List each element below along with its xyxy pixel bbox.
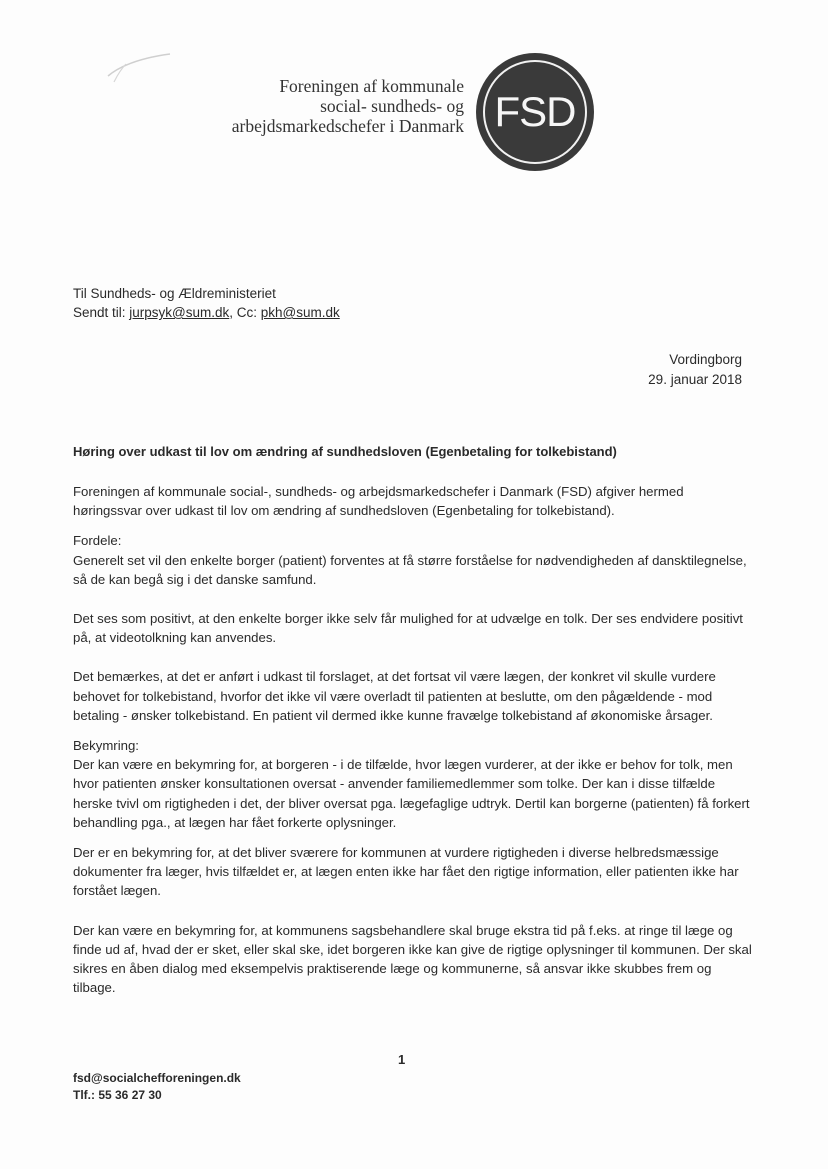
fordele-paragraph-1: Generelt set vil den enkelte borger (patient) forventes at få større forståelse for nødvendigheden af dansktilegnelse, så de kan begå sig i det danske samfund.: [73, 552, 747, 587]
intro-paragraph: Foreningen af kommunale social-, sundheds- og arbejdsmarkedschefer i Danmark (FSD) afgiver hermed høringssvar over udkast til lov om ændring af sundhedsloven (Egenbetaling for tolkebistand).: [73, 484, 684, 519]
fordele-paragraph-2: Det ses som positivt, at den enkelte borger ikke selv får mulighed for at udvælge en tolk. Der ses endvidere positivt på, at videotolkning kan anvendes.: [73, 611, 743, 646]
fordele-heading: Fordele:: [73, 533, 122, 549]
letter-body: [73, 482, 753, 997]
fordele-paragraph-3: Det bemærkes, at det er anført i udkast til forslaget, at det fortsat vil være lægen, der konkret vil skulle vurdere behovet for tolkebistand, hvorfor det ikke vil være overladt til patienten at beslutte, om den pågældende - mod betaling - ønsker tolkebistand. En patient vil dermed ikke kunne fravælge tolkebistand af økonomiske årsager.: [73, 669, 716, 723]
org-line-3: arbejdsmarkedschefer i Danmark: [231, 116, 464, 136]
footer-phone: Tlf.: 55 36 27 30: [73, 1088, 162, 1102]
org-line-1: Foreningen af kommunale: [279, 76, 464, 96]
place-date-block: [648, 350, 742, 390]
bekymring-paragraph-2: Der er en bekymring for, at det bliver sværere for kommunen at vurdere rigtigheden i diverse helbredsmæssige dokumenter fra læger, hvis tilfældet er, at lægen enten ikke har fået den rigtige information, eller patienten ikke har forstået lægen.: [73, 845, 739, 899]
org-line-2: social- sundheds- og: [320, 96, 464, 116]
sent-to-line: [73, 303, 340, 322]
footer-contact: [73, 1070, 241, 1104]
scan-smudge: [100, 46, 190, 86]
logo-ring: [483, 60, 587, 164]
place: Vordingborg: [669, 352, 742, 367]
cc-label: , Cc:: [229, 305, 261, 320]
date: 29. januar 2018: [648, 372, 742, 387]
sent-email-link[interactable]: jurpsyk@sum.dk: [129, 305, 230, 320]
logo-text: FSD: [494, 88, 576, 135]
sent-label: Sendt til:: [73, 305, 130, 320]
page-number: 1: [398, 1052, 406, 1067]
bekymring-paragraph-1: Der kan være en bekymring for, at borgeren - i de tilfælde, hvor lægen vurderer, at der ikke er behov for tolk, men hvor patienten ønsker konsultationen oversat - anvender familiemedlemmer som tolke. Der kan i disse tilfælde herske tvivl om rigtigheden i det, der bliver oversat pga. lægefaglige udtryk. Dertil kan borgerne (patienten) få forkert behandling pga., at lægen har fået forkerte oplysninger.: [73, 757, 750, 830]
organization-name: [232, 76, 464, 136]
footer-email: fsd@socialchefforeningen.dk: [73, 1071, 241, 1085]
addressee-line: Til Sundheds- og Ældreministeriet: [73, 286, 276, 301]
bekymring-paragraph-3: Der kan være en bekymring for, at kommunens sagsbehandlere skal bruge ekstra tid på f.eks. at ringe til læge og finde ud af, hvad der er sket, eller skal ske, idet borgeren ikke kan give de rigtige oplysninger til kommunen. Der skal sikres en åben dialog med eksempelvis praktiserende læge og kommunerne, så ansvar ikke skubbes frem og tilbage.: [73, 922, 752, 996]
addressee-block: [73, 284, 340, 322]
subject-heading: Høring over udkast til lov om ændring af sundhedsloven (Egenbetaling for tolkebistand): [73, 444, 617, 459]
bekymring-heading: Bekymring:: [73, 738, 139, 754]
fsd-logo: [476, 53, 594, 171]
cc-email-link[interactable]: pkh@sum.dk: [260, 305, 340, 320]
